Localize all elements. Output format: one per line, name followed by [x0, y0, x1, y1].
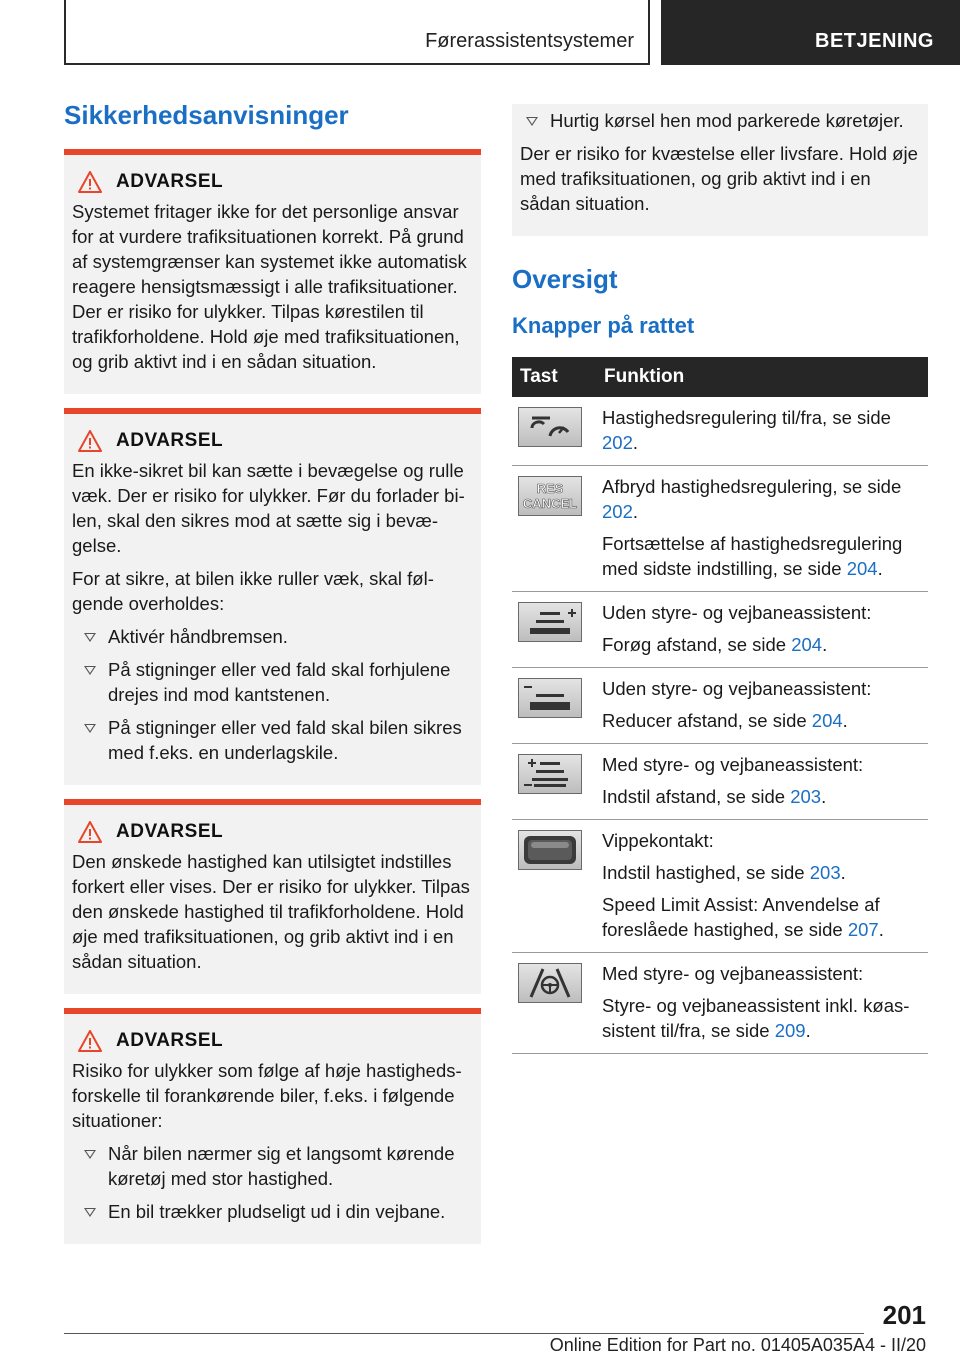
warning-box-continued — [512, 104, 928, 236]
warning-triangle-icon — [78, 171, 102, 193]
page-link[interactable]: 209 — [774, 1020, 806, 1041]
page-link[interactable]: 202 — [602, 432, 633, 453]
function-text: Afbryd hastighedsregulering, se side 202. — [602, 476, 902, 522]
header-section-title: Førerassistentsystemer — [425, 30, 634, 52]
table-row — [512, 744, 928, 820]
warning-title: ADVARSEL — [116, 821, 224, 842]
warning-triangle-icon — [78, 430, 102, 452]
warning-box-2 — [64, 408, 481, 785]
table-row — [512, 668, 928, 744]
warning-text: Der er risiko for kvæstelse eller livsfare. Hold øje med trafiksituationen, og grib aktivt ind i en sådan situation. — [520, 143, 918, 214]
warning-box-3 — [64, 799, 481, 994]
function-text: Med styre- og vejbaneassistent: — [602, 963, 864, 984]
cruise-control-icon — [518, 407, 582, 447]
res-cancel-icon — [518, 476, 582, 516]
warning-title: ADVARSEL — [116, 1030, 224, 1051]
page-link[interactable]: 203 — [809, 862, 841, 883]
list-item: En bil trækker pludseligt ud i din vejbane. — [78, 1199, 473, 1224]
table-row — [512, 466, 928, 592]
section-title-overview: Oversigt — [512, 264, 618, 294]
function-text: Indstil afstand, se side 203. — [602, 786, 827, 807]
function-text: Fortsættelse af hastighedsregulering med sidste indstilling, se side 204. — [602, 533, 903, 579]
header-chapter-tab — [661, 0, 960, 65]
warning-bullet-list — [520, 108, 920, 133]
function-text: Styre- og vejbaneassistent inkl. køassistent til/fra, se side 209. — [602, 995, 910, 1041]
list-item: Aktivér håndbremsen. — [78, 624, 473, 649]
section-title-safety: Sikkerhedsanvisninger — [64, 100, 349, 130]
table-row — [512, 953, 928, 1054]
warning-bullet-list — [78, 624, 473, 765]
distance-set-icon — [518, 754, 582, 794]
warning-text: En ikke-sikret bil kan sætte i bevægelse og rulle væk. Der er risiko for ulykker. Før du forlader bilen, skal den sikres mod at sætte sig i bevægelse. — [72, 460, 465, 556]
page-link[interactable]: 204 — [846, 558, 878, 579]
list-item: Hurtig kørsel hen mod parkerede køretøjer. — [520, 108, 920, 133]
page-number: 201 — [882, 1300, 926, 1330]
list-item: På stigninger eller ved fald skal forhjulene drejes ind mod kantstenen. — [78, 657, 473, 707]
distance-decrease-icon — [518, 678, 582, 718]
distance-increase-icon — [518, 602, 582, 642]
rocker-switch-icon — [518, 830, 582, 870]
footer-edition: Online Edition for Part no. 01405A035A4 - II/20 — [549, 1335, 926, 1355]
function-text: Uden styre- og vejbaneassistent: — [602, 678, 872, 699]
warning-text: Systemet fritager ikke for det personlige ansvar for at vurdere trafiksituationen korrekt. På grund af systemgrænser kan systemet ikke automatisk reagere hensigtsmæssigt i alle trafiksituationer. Der er risiko for ulykker. Tilpas kørestilen til trafikforholdene. Hold øje med trafiksituationen, og grib aktivt ind i en sådan situation. — [72, 201, 467, 372]
warning-triangle-icon — [78, 821, 102, 843]
column-header-function: Funktion — [596, 357, 928, 397]
warning-text: Den ønskede hastighed kan utilsigtet indstilles forkert eller vises. Der er risiko for ulykker. Tilpas den ønskede hastighed til trafikforholdene. Hold øje med trafiksituationen, og grib aktivt ind i en sådan situation. — [72, 851, 470, 972]
key-label-res: RES — [536, 481, 564, 496]
function-text: Vippekontakt: — [602, 830, 714, 851]
warning-triangle-icon — [78, 1030, 102, 1052]
steering-assistant-icon — [518, 963, 582, 1003]
function-text: Uden styre- og vejbaneassistent: — [602, 602, 872, 623]
warning-box-1 — [64, 149, 481, 394]
function-text: Reducer afstand, se side 204. — [602, 710, 848, 731]
header-section-tab — [64, 0, 650, 65]
subsection-title-buttons: Knapper på rattet — [512, 313, 695, 338]
function-text: Forøg afstand, se side 204. — [602, 634, 828, 655]
page-link[interactable]: 207 — [847, 919, 879, 940]
list-item: Når bilen nærmer sig et langsomt kørende køretøj med stor hastighed. — [78, 1141, 473, 1191]
list-item: På stigninger eller ved fald skal bilen sikres med f.eks. en underlagskile. — [78, 715, 473, 765]
table-row — [512, 397, 928, 466]
table-row — [512, 820, 928, 953]
warning-title: ADVARSEL — [116, 430, 224, 451]
function-text: Med styre- og vejbaneassistent: — [602, 754, 864, 775]
warning-bullet-list — [78, 1141, 473, 1224]
function-text: Speed Limit Assist: Anvendelse af foreslåede hastighed, se side 207. — [602, 894, 884, 940]
button-function-table — [512, 357, 928, 1054]
page-link[interactable]: 203 — [790, 786, 822, 807]
table-row — [512, 592, 928, 668]
page-link[interactable]: 202 — [602, 501, 633, 522]
table-header-row — [512, 357, 928, 397]
page-link[interactable]: 204 — [791, 634, 823, 655]
header-chapter-title: BETJENING — [815, 30, 934, 52]
warning-text: For at sikre, at bilen ikke ruller væk, skal følgende overholdes: — [72, 568, 434, 614]
warning-title: ADVARSEL — [116, 171, 224, 192]
right-column — [512, 104, 928, 1054]
warning-text: Risiko for ulykker som følge af høje hastighedsforskelle til forankørende biler, f.eks. i følgende situationer: — [72, 1060, 462, 1131]
footer-divider — [64, 1333, 864, 1334]
key-label-cancel: CANCEL — [522, 496, 578, 511]
page-link[interactable]: 204 — [811, 710, 843, 731]
function-text: Indstil hastighed, se side 203. — [602, 862, 846, 883]
left-column — [64, 100, 481, 1258]
function-text: Hastighedsregulering til/fra, se side 202. — [602, 407, 891, 453]
warning-box-4 — [64, 1008, 481, 1244]
column-header-key: Tast — [512, 357, 596, 397]
